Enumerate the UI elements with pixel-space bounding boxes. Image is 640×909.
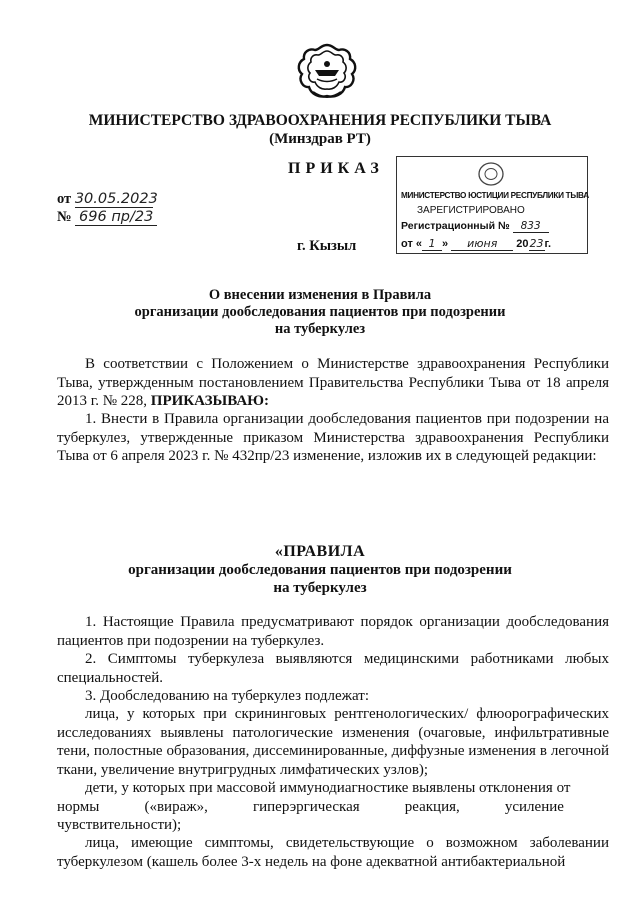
title-line-3: на туберкулез [274,321,366,337]
order-number-prefix: № [57,209,72,225]
rules-heading [0,543,640,597]
intro-paragraph [57,355,609,411]
ministry-name: МИНИСТЕРСТВО ЗДРАВООХРАНЕНИЯ РЕСПУБЛИКИ ТЫВА [88,112,552,129]
stamp-registered: ЗАРЕГИСТРИРОВАНО [417,205,525,216]
stamp-reg-label: Регистрационный № [401,220,510,232]
rule-item-2: 2. Симптомы туберкулеза выявляются медицинскими работниками любых специальностей. [57,651,609,686]
rule-item-3b-line-2 [57,798,609,817]
stamp-year-end: г. [544,238,552,250]
stamp-reg-line [401,220,549,233]
stamp-date-line [401,237,551,251]
ministry-short-name: (Минздрав РТ) [269,131,371,147]
order-date-value: 30.05.2023 [74,191,158,207]
order-number-value: 696 пр/23 [75,209,157,226]
order-number-line [57,209,157,226]
stamp-reg-number: 833 [513,220,549,233]
document-title [0,287,640,338]
stamp-year-prefix: 20 [516,238,529,250]
rule-word: усиление [504,798,564,815]
title-line-1: О внесении изменения в Правила [208,287,432,303]
stamp-seal-icon [477,161,505,187]
stamp-day-suffix: » [442,238,449,250]
rule-item-3a: лица, у которых при скрининговых рентгенологических/ флюорографических исследованиях выявлены патологические изменения (очаговые, инфильтративные тени, полостные образования, диссеминированные, диффузные изменения в легочной ткани, увеличение внутригрудных лимфатических узлов); [57,706,609,778]
title-line-2: организации дообследования пациентов при подозрении [134,304,506,320]
coat-of-arms-emblem [293,42,361,104]
rules-heading-3: на туберкулез [273,580,367,596]
stamp-year: 23 [529,237,544,250]
rule-word: гиперэргическая [252,798,360,815]
intro-text: В соответствии с Положением о Министерстве здравоохранения Республики Тыва, утвержденным постановлением Правительства Республики Тыва от 18 апреля 2013 г. № 228, [57,356,609,409]
stamp-date-prefix: от « [401,238,423,250]
rules-heading-2: организации дообследования пациентов при подозрении [128,562,512,578]
rule-word: реакция, [404,798,460,815]
rule-item-3b-line-1: дети, у которых при массовой иммунодиагностике выявлены отклонения от [85,780,571,796]
rule-item-3b-line-3: чувствительности); [57,817,182,833]
order-city: г. Кызыл [297,238,357,254]
order-date-line [57,191,158,208]
rule-item-3: 3. Дообследованию на туберкулез подлежат: [85,688,369,704]
rule-item-3b [57,779,609,835]
registration-stamp [396,156,588,254]
order-heading: ПРИКАЗ [288,160,384,177]
rule-word: нормы [57,798,100,815]
stamp-day: 1 [422,237,442,251]
order-item-1: 1. Внести в Правила организации дообследования пациентов при подозрении на туберкулез, утвержденные приказом Министерства здравоохранения Республики Тыва от 6 апреля 2023 г. № 432пр/23 изменение, изложив их в следующей редакции: [57,411,609,464]
rule-word: («вираж», [144,798,208,815]
stamp-month: июня [451,237,513,251]
rules-heading-1: «ПРАВИЛА [274,543,366,560]
intro-order-word: ПРИКАЗЫВАЮ: [150,393,270,409]
stamp-ministry: МИНИСТЕРСТВО ЮСТИЦИИ РЕСПУБЛИКИ ТЫВА [401,191,589,200]
order-date-prefix: от [57,191,72,207]
rule-item-3c: лица, имеющие симптомы, свидетельствующие о возможном заболевании туберкулезом (кашель более 3-х недель на фоне адекватной антибактериальной [57,835,609,870]
rule-item-1: 1. Настоящие Правила предусматривают порядок организации дообследования пациентов при подозрении на туберкулез. [57,614,609,649]
